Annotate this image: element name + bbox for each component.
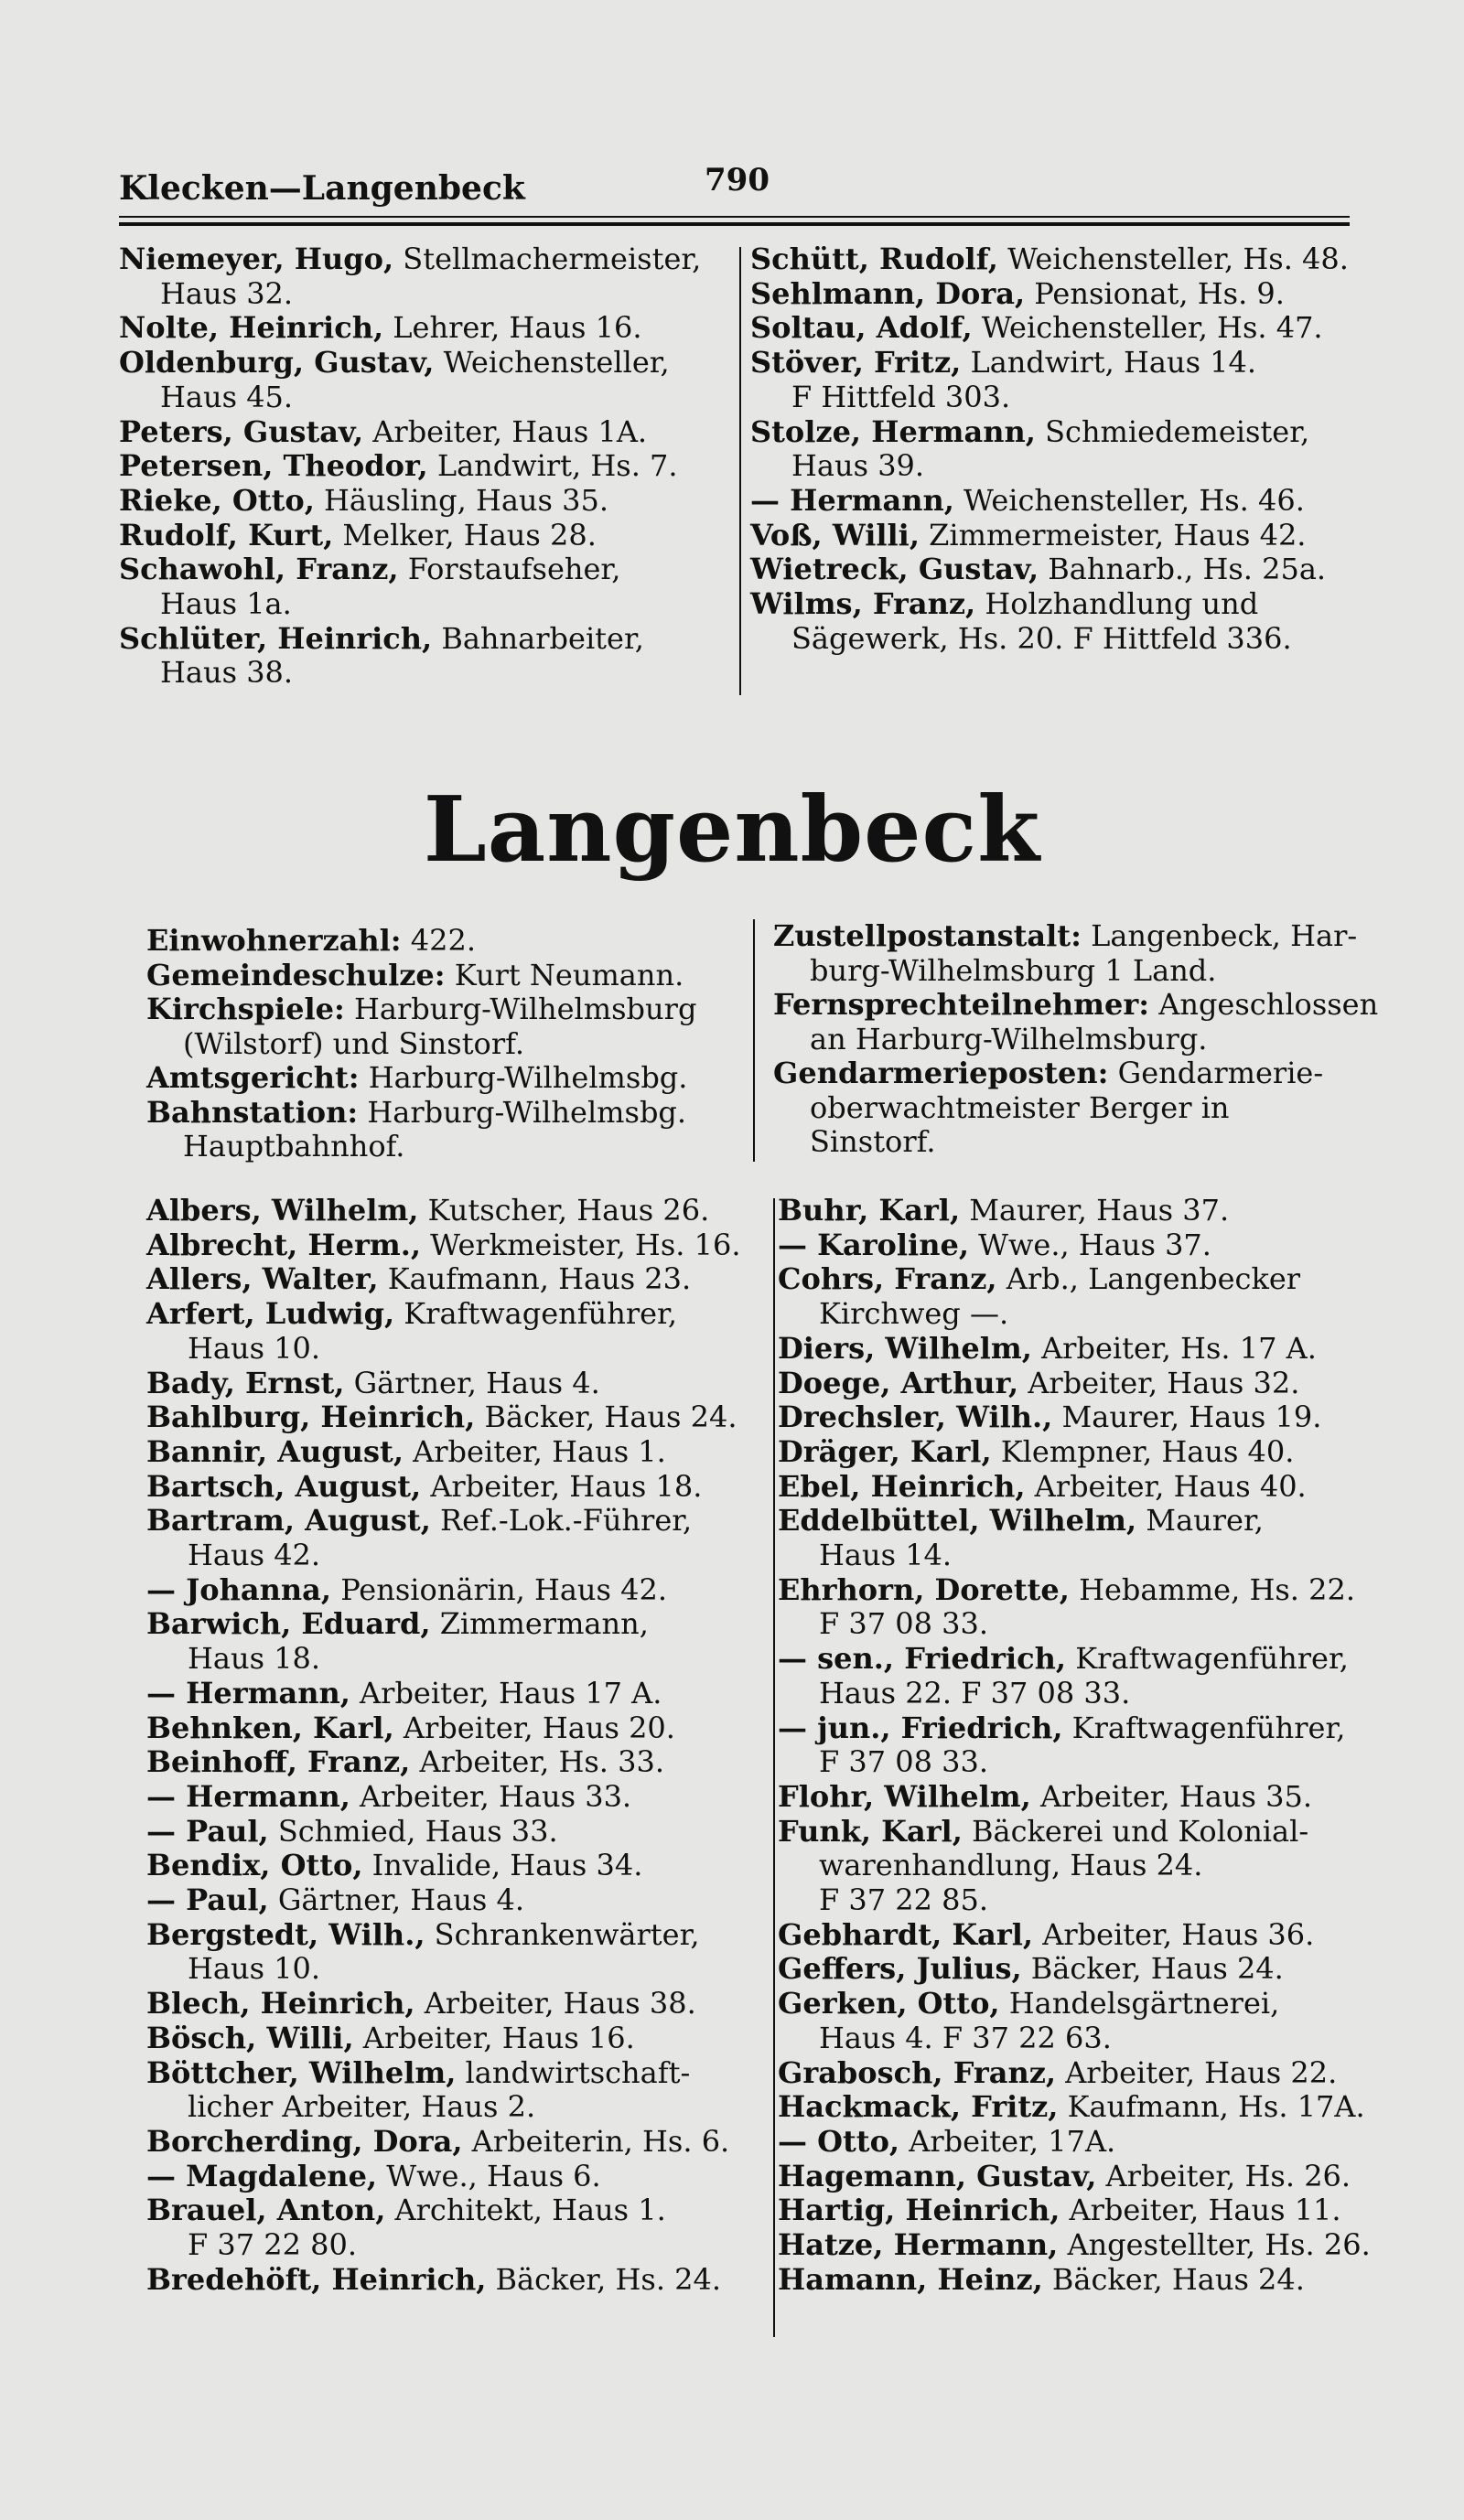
directory-entry [778, 1332, 1382, 1367]
directory-entry [778, 1815, 1382, 1850]
info-line [773, 919, 1359, 954]
entry-name: — jun., Friedrich, [778, 1710, 1063, 1745]
directory-entry [778, 1228, 1382, 1263]
header-rule-thick [119, 222, 1350, 226]
info-value: Kurt Neumann. [445, 957, 684, 992]
entry-name: Albrecht, Herm., [146, 1227, 421, 1262]
directory-entry [750, 552, 1354, 587]
entry-name: — Hermann, [146, 1778, 350, 1814]
info-continuation: an Harburg-Wilhelmsburg. [810, 1021, 1208, 1056]
entry-details: Pensionärin, Haus 42. [331, 1571, 668, 1607]
entry-name: Petersen, Theodor, [119, 448, 428, 484]
entry-name: — Johanna, [146, 1571, 332, 1607]
page-header [119, 162, 1350, 215]
entry-name: Borcherding, Dora, [146, 2123, 463, 2159]
directory-entry [146, 1504, 759, 1539]
info-label: Gendarmerieposten: [773, 1056, 1109, 1090]
entry-continuation: Haus 32. [160, 275, 294, 311]
entry-name: Rieke, Otto, [119, 482, 315, 518]
entry-details: Arbeiter, Hs. 26. [1096, 2158, 1351, 2193]
entry-details: Arbeiter, Haus 38. [414, 1986, 696, 2021]
entry-name: Soltau, Adolf, [750, 310, 973, 346]
directory-entry [778, 1987, 1382, 2021]
entry-details: Wwe., Haus 6. [377, 2158, 601, 2193]
entry-details: Kaufmann, Haus 23. [378, 1261, 692, 1297]
info-continuation: Hauptbahnhof. [183, 1129, 405, 1163]
entry-details: Werkmeister, Hs. 16. [420, 1227, 741, 1262]
directory-entry [146, 1470, 759, 1505]
entry-details: Arbeiterin, Hs. 6. [462, 2123, 730, 2159]
entry-continuation: licher Arbeiter, Haus 2. [188, 2089, 536, 2125]
entry-name: Schlüter, Heinrich, [119, 620, 433, 656]
directory-entry [778, 2193, 1382, 2228]
entry-name: Drechsler, Wilh., [778, 1399, 1053, 1435]
entry-name: Bady, Ernst, [146, 1365, 345, 1400]
directory-entry [119, 311, 732, 346]
entry-name: Behnken, Karl, [146, 1710, 394, 1745]
entry-continuation: Haus 22. F 37 08 33. [819, 1675, 1131, 1710]
directory-entry [146, 2056, 759, 2091]
info-value: Harburg-Wilhelmsbg. [359, 1060, 688, 1095]
info-label: Fernsprechteilnehmer: [773, 987, 1150, 1022]
directory-entry [146, 1780, 759, 1815]
entry-name: Geffers, Julius, [778, 1951, 1022, 1987]
entry-name: Barwich, Eduard, [146, 1606, 431, 1642]
directory-entry [146, 1987, 759, 2021]
entry-details: Handelsgärtnerei, [999, 1986, 1280, 2021]
directory-entry [119, 415, 732, 450]
entry-details: Zimmermeister, Haus 42. [919, 517, 1307, 552]
directory-entry [119, 519, 732, 553]
entry-details: Landwirt, Haus 14. [961, 345, 1257, 381]
info-label: Zustellpostanstalt: [773, 918, 1082, 953]
directory-entry [778, 1262, 1382, 1297]
entry-continuation: Haus 39. [791, 448, 925, 484]
entry-details: Holzhandlung und [975, 586, 1259, 622]
directory-entry [146, 1883, 759, 1918]
entry-name: Gebhardt, Karl, [778, 1916, 1034, 1952]
entry-name: Peters, Gustav, [119, 413, 364, 449]
entry-name: Wietreck, Gustav, [750, 552, 1039, 587]
directory-entry [146, 1194, 759, 1228]
entry-name: Bartram, August, [146, 1503, 431, 1539]
entry-name: Bösch, Willi, [146, 2020, 354, 2055]
entry-continuation: Haus 10. [188, 1330, 321, 1366]
entry-name: Bredehöft, Heinrich, [146, 2261, 487, 2297]
entry-name: Cohrs, Franz, [778, 1261, 997, 1297]
info-value: Harburg-Wilhelmsbg. [358, 1094, 687, 1130]
entry-name: Hamann, Heinz, [778, 2261, 1043, 2297]
entry-details: Arbeiter, Haus 35. [1030, 1778, 1312, 1814]
entry-name: Albers, Wilhelm, [146, 1193, 419, 1228]
entry-continuation: F Hittfeld 303. [791, 379, 1011, 414]
entry-name: Sehlmann, Dora, [750, 275, 1026, 311]
entry-name: Bartsch, August, [146, 1468, 422, 1504]
entry-continuation: Sägewerk, Hs. 20. F Hittfeld 336. [791, 620, 1292, 656]
entry-details: Hebamme, Hs. 22. [1069, 1571, 1356, 1607]
entry-continuation: Haus 4. F 37 22 63. [819, 2020, 1112, 2055]
entry-details: Arbeiter, Haus 40. [1025, 1468, 1307, 1504]
directory-entry [750, 242, 1354, 277]
entry-details: Arbeiter, 17A. [899, 2123, 1116, 2159]
directory-entry [146, 1918, 759, 1953]
entry-name: Nolte, Heinrich, [119, 310, 384, 346]
directory-entry [750, 277, 1354, 312]
entry-details: Arbeiter, Haus 33. [350, 1778, 632, 1814]
entry-details: Maurer, Haus 19. [1052, 1399, 1322, 1435]
entry-details: Kutscher, Haus 26. [418, 1193, 710, 1228]
entry-name: Doege, Arthur, [778, 1365, 1019, 1400]
entry-name: Bergstedt, Wilh., [146, 1916, 425, 1952]
entry-name: Dräger, Karl, [778, 1433, 992, 1469]
directory-entry [778, 1504, 1382, 1539]
entry-details: Arbeiter, Haus 18. [421, 1468, 703, 1504]
directory-entry [778, 1711, 1382, 1746]
entry-details: Ref.-Lok.-Führer, [430, 1503, 693, 1539]
entry-name: — sen., Friedrich, [778, 1641, 1067, 1677]
info-line [773, 1056, 1359, 1091]
directory-column-top-right [750, 242, 1354, 656]
entry-details: Wwe., Haus 37. [968, 1227, 1211, 1262]
entry-details: Bahnarb., Hs. 25a. [1039, 552, 1327, 587]
entry-name: Ehrhorn, Dorette, [778, 1571, 1070, 1607]
info-line [146, 924, 732, 959]
entry-details: Maurer, [1136, 1503, 1264, 1539]
entry-name: Böttcher, Wilhelm, [146, 2054, 457, 2090]
entry-details: Arbeiter, Haus 1A. [363, 413, 648, 449]
entry-continuation: warenhandlung, Haus 24. [819, 1848, 1203, 1883]
municipal-info-right [773, 918, 1379, 1160]
info-continuation: oberwachtmeister Berger in [810, 1089, 1230, 1125]
entry-details: Invalide, Haus 34. [362, 1848, 643, 1883]
directory-entry [119, 552, 732, 587]
entry-name: Hackmack, Fritz, [778, 2089, 1059, 2125]
entry-name: Brauel, Anton, [146, 2193, 386, 2228]
entry-details: Bäcker, Hs. 24. [486, 2261, 722, 2297]
entry-details: Arb., Langenbecker [996, 1261, 1301, 1297]
info-value: Angeschlossen [1149, 987, 1379, 1022]
directory-entry [778, 1367, 1382, 1401]
entry-continuation: F 37 08 33. [819, 1606, 989, 1642]
header-rule-thin [119, 216, 1350, 218]
directory-column-bottom-left [146, 1194, 759, 2298]
info-label: Bahnstation: [146, 1094, 359, 1130]
entry-details: Forstaufseher, [398, 552, 621, 587]
entry-name: — Paul, [146, 1882, 269, 1918]
entry-name: Hagemann, Gustav, [778, 2158, 1097, 2193]
municipal-info-left [146, 924, 732, 1164]
entry-details: Klempner, Haus 40. [991, 1433, 1295, 1469]
entry-continuation: Kirchweg —. [819, 1296, 1009, 1332]
entry-details: Schmied, Haus 33. [268, 1813, 558, 1849]
info-value: Langenbeck, Har- [1081, 918, 1358, 953]
directory-entry [778, 1573, 1382, 1608]
directory-entry [146, 1435, 759, 1470]
directory-entry [778, 2056, 1382, 2091]
entry-details: Arbeiter, Hs. 17 A. [1031, 1330, 1317, 1366]
entry-name: Blech, Heinrich, [146, 1986, 415, 2021]
entry-details: Bäckerei und Kolonial- [962, 1813, 1309, 1849]
info-continuation: (Wilstorf) und Sinstorf. [183, 1025, 524, 1061]
entry-details: Kraftwagenführer, [1066, 1641, 1349, 1677]
entry-details: Angestellter, Hs. 26. [1058, 2227, 1371, 2263]
entry-name: — Hermann, [146, 1675, 350, 1710]
entry-details: Arbeiter, Haus 22. [1056, 2054, 1338, 2090]
entry-continuation: Haus 45. [160, 379, 294, 414]
info-label: Einwohnerzahl: [146, 923, 402, 958]
entry-details: Bäcker, Haus 24. [1021, 1951, 1284, 1987]
directory-entry [778, 1952, 1382, 1987]
entry-name: Rudolf, Kurt, [119, 517, 334, 552]
directory-entry [778, 1435, 1382, 1470]
directory-entry [778, 2160, 1382, 2194]
column-divider-bottom [773, 1198, 775, 2337]
directory-entry [778, 1642, 1382, 1677]
entry-continuation: F 37 22 80. [188, 2227, 358, 2263]
entry-details: Weichensteller, Hs. 46. [953, 482, 1305, 518]
entry-details: Lehrer, Haus 16. [383, 310, 642, 346]
entry-name: Allers, Walter, [146, 1261, 379, 1297]
entry-name: Schütt, Rudolf, [750, 241, 998, 276]
running-title: Klecken—Langenbeck [119, 169, 525, 208]
directory-column-bottom-right [778, 1194, 1382, 2298]
entry-name: Bendix, Otto, [146, 1848, 363, 1883]
directory-entry [146, 2263, 759, 2298]
entry-details: Arbeiter, Haus 17 A. [350, 1675, 662, 1710]
directory-entry [146, 1677, 759, 1711]
directory-entry [750, 311, 1354, 346]
info-value: Gendarmerie- [1108, 1056, 1324, 1090]
entry-name: Flohr, Wilhelm, [778, 1778, 1031, 1814]
entry-details: landwirtschaft- [456, 2054, 691, 2090]
entry-details: Häusling, Haus 35. [314, 482, 609, 518]
entry-details: Maurer, Haus 37. [960, 1193, 1230, 1228]
entry-name: Stolze, Hermann, [750, 413, 1036, 449]
info-label: Gemeindeschulze: [146, 957, 446, 992]
directory-entry [778, 2125, 1382, 2160]
entry-continuation: F 37 22 85. [819, 1882, 989, 1918]
entry-name: Eddelbüttel, Wilhelm, [778, 1503, 1137, 1539]
directory-entry [119, 346, 732, 381]
directory-entry [146, 1849, 759, 1883]
directory-entry [119, 449, 732, 484]
entry-details: Kraftwagenführer, [1062, 1710, 1346, 1745]
section-title: Langenbeck [423, 777, 1041, 883]
entry-name: Beinhoff, Franz, [146, 1744, 411, 1780]
directory-entry [146, 2021, 759, 2056]
directory-entry [146, 1228, 759, 1263]
entry-name: Bannir, August, [146, 1433, 404, 1469]
directory-entry [778, 1400, 1382, 1435]
directory-entry [778, 1470, 1382, 1505]
directory-entry [119, 484, 732, 519]
entry-continuation: Haus 38. [160, 655, 294, 691]
entry-continuation: Haus 1a. [160, 586, 292, 622]
page-number: 790 [705, 162, 770, 198]
directory-entry [146, 1745, 759, 1780]
directory-entry [750, 519, 1354, 553]
info-line [773, 987, 1379, 1023]
entry-details: Bäcker, Haus 24. [475, 1399, 737, 1435]
entry-details: Gärtner, Haus 4. [344, 1365, 600, 1400]
directory-entry [146, 1367, 759, 1401]
entry-details: Weichensteller, Hs. 48. [997, 241, 1349, 276]
info-continuation: Sinstorf. [810, 1124, 936, 1159]
entry-details: Landwirt, Hs. 7. [427, 448, 678, 484]
entry-name: Diers, Wilhelm, [778, 1330, 1032, 1366]
directory-entry [778, 2263, 1382, 2298]
info-continuation: burg-Wilhelmsburg 1 Land. [810, 952, 1217, 988]
entry-details: Arbeiter, Haus 16. [353, 2020, 635, 2055]
entry-details: Schrankenwärter, [425, 1916, 700, 1952]
entry-details: Arbeiter, Haus 11. [1060, 2193, 1341, 2228]
directory-entry [146, 1711, 759, 1746]
info-line [146, 992, 732, 1027]
directory-entry [119, 242, 732, 277]
entry-name: — Paul, [146, 1813, 269, 1849]
entry-details: Arbeiter, Haus 36. [1033, 1916, 1315, 1952]
entry-name: Bahlburg, Heinrich, [146, 1399, 476, 1435]
entry-details: Melker, Haus 28. [333, 517, 597, 552]
entry-name: — Magdalene, [146, 2158, 378, 2193]
directory-entry [146, 1607, 759, 1642]
directory-entry [750, 484, 1354, 519]
info-label: Amtsgericht: [146, 1060, 360, 1095]
info-value: Harburg-Wilhelmsburg [344, 992, 697, 1026]
directory-entry [146, 2160, 759, 2194]
entry-name: Oldenburg, Gustav, [119, 345, 435, 381]
directory-column-top-left [119, 242, 732, 691]
entry-details: Arbeiter, Haus 20. [393, 1710, 675, 1745]
entry-details: Bäcker, Haus 24. [1042, 2261, 1305, 2297]
entry-details: Gärtner, Haus 4. [268, 1882, 524, 1918]
directory-entry [146, 1815, 759, 1850]
directory-entry [146, 1573, 759, 1608]
directory-entry [778, 2228, 1382, 2263]
entry-name: — Otto, [778, 2123, 900, 2159]
entry-name: Gerken, Otto, [778, 1986, 1000, 2021]
entry-details: Architekt, Haus 1. [385, 2193, 666, 2228]
entry-name: Funk, Karl, [778, 1813, 963, 1849]
entry-details: Kaufmann, Hs. 17A. [1058, 2089, 1365, 2125]
entry-details: Kraftwagenführer, [394, 1296, 677, 1332]
directory-entry [778, 1918, 1382, 1953]
directory-entry [778, 1780, 1382, 1815]
entry-name: Buhr, Karl, [778, 1193, 961, 1228]
directory-entry [146, 2125, 759, 2160]
entry-name: Ebel, Heinrich, [778, 1468, 1026, 1504]
column-divider-info [753, 919, 755, 1162]
entry-name: Niemeyer, Hugo, [119, 241, 394, 276]
entry-details: Pensionat, Hs. 9. [1025, 275, 1285, 311]
entry-name: Arfert, Ludwig, [146, 1296, 395, 1332]
directory-entry [119, 622, 732, 657]
directory-entry [146, 1297, 759, 1332]
entry-name: Stöver, Fritz, [750, 345, 962, 381]
entry-continuation: Haus 10. [188, 1951, 321, 1987]
entry-details: Zimmermann, [430, 1606, 649, 1642]
directory-entry [146, 1262, 759, 1297]
entry-name: Hartig, Heinrich, [778, 2193, 1060, 2228]
entry-continuation: Haus 18. [188, 1641, 321, 1677]
entry-continuation: Haus 42. [188, 1538, 321, 1573]
info-line [146, 1061, 732, 1096]
entry-name: — Karoline, [778, 1227, 969, 1262]
info-value: 422. [401, 923, 477, 958]
entry-details: Weichensteller, Hs. 47. [972, 310, 1323, 346]
entry-details: Bahnarbeiter, [432, 620, 644, 656]
directory-entry [146, 1400, 759, 1435]
entry-details: Arbeiter, Haus 32. [1018, 1365, 1300, 1400]
directory-entry [778, 2090, 1382, 2125]
entry-continuation: F 37 08 33. [819, 1744, 989, 1780]
entry-name: Schawohl, Franz, [119, 552, 399, 587]
directory-entry [750, 346, 1354, 381]
entry-details: Stellmachermeister, [393, 241, 702, 276]
directory-entry [750, 587, 1354, 622]
entry-name: — Hermann, [750, 482, 954, 518]
entry-name: Grabosch, Franz, [778, 2054, 1057, 2090]
directory-entry [750, 415, 1354, 450]
entry-details: Arbeiter, Hs. 33. [410, 1744, 665, 1780]
entry-name: Wilms, Franz, [750, 586, 976, 622]
directory-entry [778, 1194, 1382, 1228]
entry-name: Hatze, Hermann, [778, 2227, 1059, 2263]
entry-details: Arbeiter, Haus 1. [403, 1433, 666, 1469]
entry-details: Weichensteller, [434, 345, 670, 381]
directory-entry [146, 2193, 759, 2228]
entry-name: Voß, Willi, [750, 517, 920, 552]
entry-details: Schmiedemeister, [1035, 413, 1310, 449]
info-label: Kirchspiele: [146, 992, 345, 1026]
info-line [146, 1096, 732, 1131]
entry-continuation: Haus 14. [819, 1538, 953, 1573]
info-line [146, 959, 732, 993]
column-divider-top [739, 247, 741, 695]
